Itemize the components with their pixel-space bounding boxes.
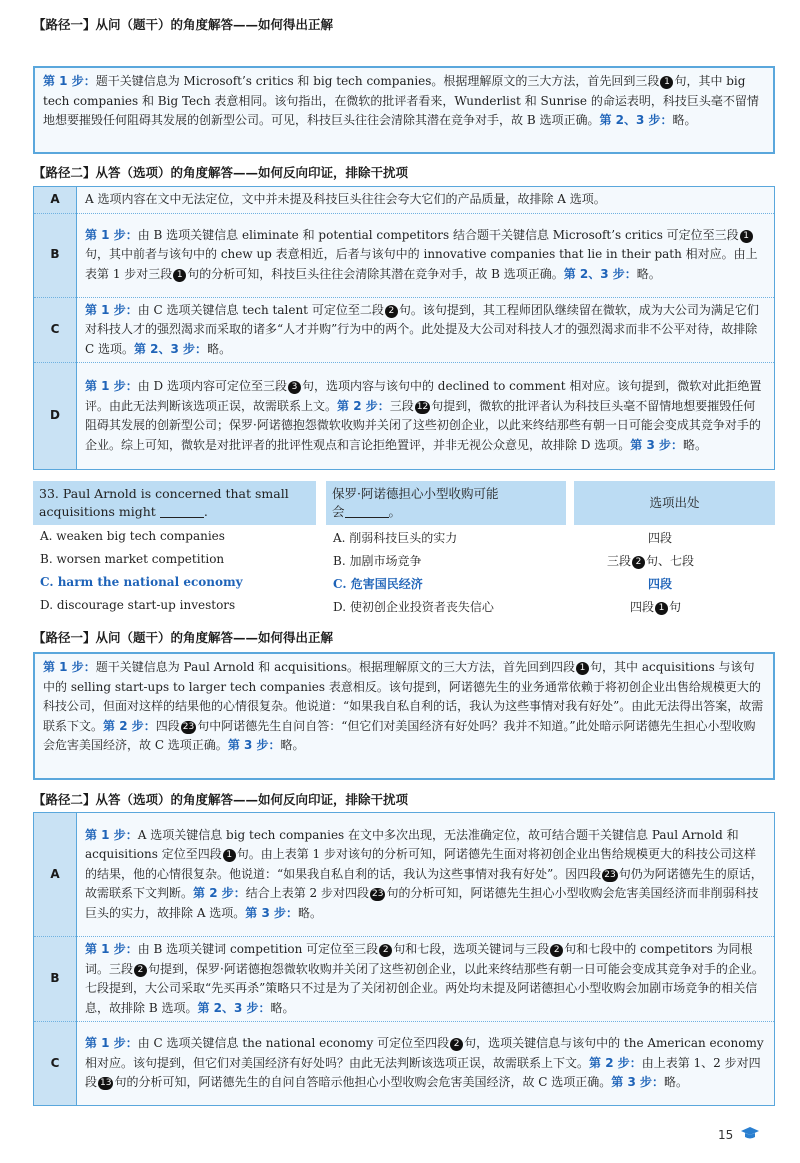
text: 句 xyxy=(669,600,682,614)
circled-number: 12 xyxy=(416,401,429,412)
step-label: 第 3 步： xyxy=(245,905,299,920)
text: 句。该句提到，其工程师团队继续留在微软，成为大公司为满足它们对科技人才的强烈渴求而采取的诸多“人才并购”行为中的两个。此处提及大公司对科技人才的强烈渴求而非不公平对待，故排除 C 选项。 xyxy=(85,302,759,356)
text: 句。由上表第 1 步对该句的分析可知，阿诺德先生面对将初创企业出售给规模更大的科技公司这样的结果，他的心情很复杂。他说道：“如果我自私自利的话，我认为这些事情对我有好处”。因四段 xyxy=(85,847,756,881)
text: 句、七段 xyxy=(646,554,695,568)
table-row xyxy=(34,187,775,214)
text: 由 B 选项关键词 competition 可定位至三段 xyxy=(137,942,379,956)
path1-heading-q32: 【路径一】从问（题干）的角度解答——如何得出正解 xyxy=(33,17,334,32)
step-label: 第 1 步： xyxy=(43,660,96,674)
option-label: B xyxy=(34,213,77,297)
option-source-b xyxy=(607,552,694,569)
path2-heading-q32: 【路径二】从答（选项）的角度解答——如何反向印证，排除干扰项 xyxy=(33,165,409,180)
path2-heading-q33: 【路径二】从答（选项）的角度解答——如何反向印证，排除干扰项 xyxy=(33,792,409,807)
text: 句的分析可知，阿诺德先生担心小型收购会危害美国经济而非削弱科技巨头的实力，故排除 A 选项。 xyxy=(85,886,759,920)
text: 句提到，微软的批评者认为科技巨头毫不留情地想要摧毁任何阻碍其发展的创新型公司；保罗·阿诺德抱怨微软收购并关闭了这些初创企业，以此来终结那些有朝一日可能会变成其竞争对手的企业。综上可知，微软是对批评者的批评性观点和言论拒绝置评，并非无视公众意见，故排除 D 选项。 xyxy=(85,398,761,452)
text: 题干关键信息为 Paul Arnold 和 acquisitions。根据理解原文的三大方法，首先回到四段 xyxy=(95,660,576,674)
text: 句，其中前者与该句中的 chew up 表意相近，后者与该句中的 innovative companies that lie in their path 相对应。由上表第 1 步对三段 xyxy=(85,247,758,281)
option-explanation xyxy=(77,213,775,297)
option-en-a: A. weaken big tech companies xyxy=(40,529,225,543)
circled-number: 2 xyxy=(134,964,147,977)
option-en-d: D. discourage start-up investors xyxy=(40,598,236,612)
text: 句，选项内容与该句中的 declined to comment 相对应。该句提到，微软对此拒绝置评。由此无法判断该选项正误，故需联系上文。 xyxy=(85,379,762,413)
text: 略。 xyxy=(664,1075,689,1090)
text: 略。 xyxy=(270,1000,295,1015)
path1-explanation-box-q33 xyxy=(33,652,775,780)
text: acquisitions might xyxy=(39,504,156,519)
step-label: 第 3 步： xyxy=(630,437,683,452)
text: 略。 xyxy=(298,905,323,920)
circled-number: 1 xyxy=(576,662,589,675)
option-source-a: 四段 xyxy=(648,531,673,545)
step-label: 第 3 步： xyxy=(227,738,281,752)
option-explanation xyxy=(77,363,775,470)
text: 句，其中 big tech companies 和 Big Tech 表意相同。该句指出，在微软的批评者看来，Wunderlist 和 Sunrise 的命运表明，科技巨头毫不留情地想要摧毁任何阻碍其发展的创新型公司。可见，科技巨头往往会清除其潜在竞争对手，故 B 选项正确。 xyxy=(43,74,759,127)
text: 略。 xyxy=(280,738,305,752)
answer-blank xyxy=(345,505,389,518)
option-label: A xyxy=(34,813,77,937)
circled-number: 3 xyxy=(288,381,301,394)
step-label: 第 1 步： xyxy=(85,942,138,956)
circled-number: 1 xyxy=(740,230,753,243)
step-label: 第 2 步： xyxy=(193,886,246,901)
step-label: 第 1 步： xyxy=(43,74,96,88)
text: 33. Paul Arnold is concerned that small xyxy=(39,486,289,501)
text: 由 D 选项内容可定位至三段 xyxy=(137,379,287,393)
step-label: 第 2、3 步： xyxy=(599,113,673,127)
source-column-header: 选项出处 xyxy=(574,481,775,525)
question-stem-en xyxy=(33,481,316,525)
option-label: C xyxy=(34,1022,77,1106)
option-explanation xyxy=(77,1022,775,1106)
circled-number: 23 xyxy=(372,889,384,900)
text: 句和七段中的 competitors 为同根词。三段 xyxy=(85,942,753,976)
option-explanation xyxy=(77,937,775,1022)
circled-number: 23 xyxy=(604,869,616,880)
option-source-d xyxy=(630,598,681,615)
text: 句的分析可知，阿诺德先生的自问自答暗示他担心小型收购会危害美国经济，故 C 选项正确。 xyxy=(114,1075,612,1090)
answer-blank xyxy=(160,505,204,518)
option-explanation xyxy=(77,813,775,937)
path1-explanation-box-q32 xyxy=(33,66,775,154)
text: 句，选项关键信息与该句中的 the American economy 相对应。该句提到，但它们对美国经济有好处吗？由此无法判断该选项正误，故需联系上下文。 xyxy=(85,1036,764,1070)
path2-options-table-q33 xyxy=(33,812,775,1106)
step-label: 第 2、3 步： xyxy=(563,266,637,281)
step-label: 第 3 步： xyxy=(611,1075,665,1090)
step-label: 第 2、3 步： xyxy=(134,341,208,356)
step-label: 第 1 步： xyxy=(85,1036,138,1051)
text: 三段 xyxy=(607,554,632,568)
circled-number: 1 xyxy=(655,602,668,615)
circled-number: 1 xyxy=(223,849,236,862)
step-label: 第 2 步： xyxy=(103,718,156,733)
text: 句提到，保罗·阿诺德抱怨微软收购并关闭了这些初创企业，以此来终结那些有朝一日可能会变成其竞争对手的企业。七段提到，大公司采取“先买再杀”策略只不过是为了关闭初创企业。两处均未提及阿诺德担心小型收购会加剧市场竞争的相关信息，故排除 B 选项。 xyxy=(85,961,764,1015)
text: 保罗·阿诺德担心小型收购可能 xyxy=(332,486,499,501)
option-label: A xyxy=(34,187,77,214)
table-row xyxy=(34,297,775,363)
circled-number: 2 xyxy=(379,944,392,957)
step-label: 第 1 步： xyxy=(85,827,138,842)
text: 略。 xyxy=(682,437,707,452)
table-row xyxy=(34,1022,775,1106)
text: 略。 xyxy=(636,266,661,281)
text: A 选项内容在文中无法定位，文中并未提及科技巨头往往会夸大它们的产品质量，故排除 A 选项。 xyxy=(85,192,606,206)
text: 句，其中 acquisitions 与该句中的 selling start-ups to larger tech companies 表意相反。该句提到，阿诺德先生的业务通常依赖于将初创企业出售给规模更大的科技公司，但面对这样的结果他的心情很复杂。他说道：“如果我自私自利的话，我认为这些事情对我有好处”。由此无法得出答案，故需联系下文。 xyxy=(43,660,764,733)
text: 四段 xyxy=(630,600,655,614)
text: 由 C 选项关键信息 the national economy 可定位至四段 xyxy=(137,1036,450,1051)
page-number: 15 xyxy=(718,1128,734,1142)
table-row xyxy=(34,813,775,937)
option-en-b: B. worsen market competition xyxy=(40,552,225,566)
step-label: 第 2、3 步： xyxy=(197,1000,271,1015)
graduation-cap-icon xyxy=(740,1126,760,1140)
option-explanation xyxy=(77,297,775,363)
option-cn-b: B. 加剧市场竞争 xyxy=(333,554,422,568)
text: 结合上表第 2 步对四段 xyxy=(245,886,369,901)
table-row xyxy=(34,363,775,470)
circled-number: 1 xyxy=(173,269,186,282)
option-cn-d: D. 使初创企业投资者丧失信心 xyxy=(333,600,494,614)
circled-number: 2 xyxy=(385,305,398,318)
text: . xyxy=(203,504,208,519)
text: 题干关键信息为 Microsoft’s critics 和 big tech companies。根据理解原文的三大方法，首先回到三段 xyxy=(95,74,660,88)
text: 句仍为阿诺德先生的原话，故需联系下文判断。 xyxy=(85,866,763,901)
step-label: 第 2 步： xyxy=(337,398,390,413)
step-label: 第 1 步： xyxy=(85,227,138,242)
option-source-c: 四段 xyxy=(648,577,673,591)
table-row xyxy=(34,937,775,1022)
circled-number: 2 xyxy=(632,556,645,569)
text: 。 xyxy=(388,504,402,519)
question-stem-cn xyxy=(326,481,566,525)
option-cn-a: A. 削弱科技巨头的实力 xyxy=(333,531,458,545)
text: 略。 xyxy=(207,341,232,356)
text: 句中阿诺德先生自问自答：“但它们对美国经济有好处吗？我并不知道。”此处暗示阿诺德先生担心小型收购会危害美国经济，故 C 选项正确。 xyxy=(43,718,756,752)
table-row xyxy=(34,213,775,297)
step-label: 第 1 步： xyxy=(85,379,138,393)
text: 由 C 选项关键信息 tech talent 可定位至二段 xyxy=(137,302,384,317)
text: 三段 xyxy=(389,398,414,413)
text: 由上表第 1、2 步对四段 xyxy=(85,1055,761,1090)
text: 句的分析可知，科技巨头往往会清除其潜在竞争对手，故 B 选项正确。 xyxy=(187,266,564,281)
step-label: 第 2 步： xyxy=(589,1055,642,1070)
option-label: C xyxy=(34,297,77,363)
option-en-c-correct: C. harm the national economy xyxy=(40,575,243,589)
circled-number: 13 xyxy=(100,1078,112,1089)
option-cn-c-correct: C. 危害国民经济 xyxy=(333,577,423,591)
circled-number: 2 xyxy=(550,944,563,957)
circled-number: 1 xyxy=(660,76,673,89)
option-label: B xyxy=(34,937,77,1022)
step-label: 第 1 步： xyxy=(85,302,138,317)
circled-number: 23 xyxy=(182,721,195,732)
option-explanation xyxy=(77,187,775,214)
path1-heading-q33: 【路径一】从问（题干）的角度解答——如何得出正解 xyxy=(33,630,334,645)
text: 四段 xyxy=(155,718,180,733)
circled-number: 2 xyxy=(450,1038,463,1051)
text: 句和七段，选项关键词与三段 xyxy=(393,942,550,956)
text: 由 B 选项关键信息 eliminate 和 potential competitors 结合题干关键信息 Microsoft’s critics 可定位至三段 xyxy=(137,227,739,242)
text: 略。 xyxy=(672,113,697,127)
path2-options-table-q32 xyxy=(33,186,775,470)
option-label: D xyxy=(34,363,77,470)
text: 会 xyxy=(332,504,345,519)
text: A 选项关键信息 big tech companies 在文中多次出现，无法准确定位，故可结合题干关键信息 Paul Arnold 和 acquisitions 定位至四段 xyxy=(85,827,739,862)
